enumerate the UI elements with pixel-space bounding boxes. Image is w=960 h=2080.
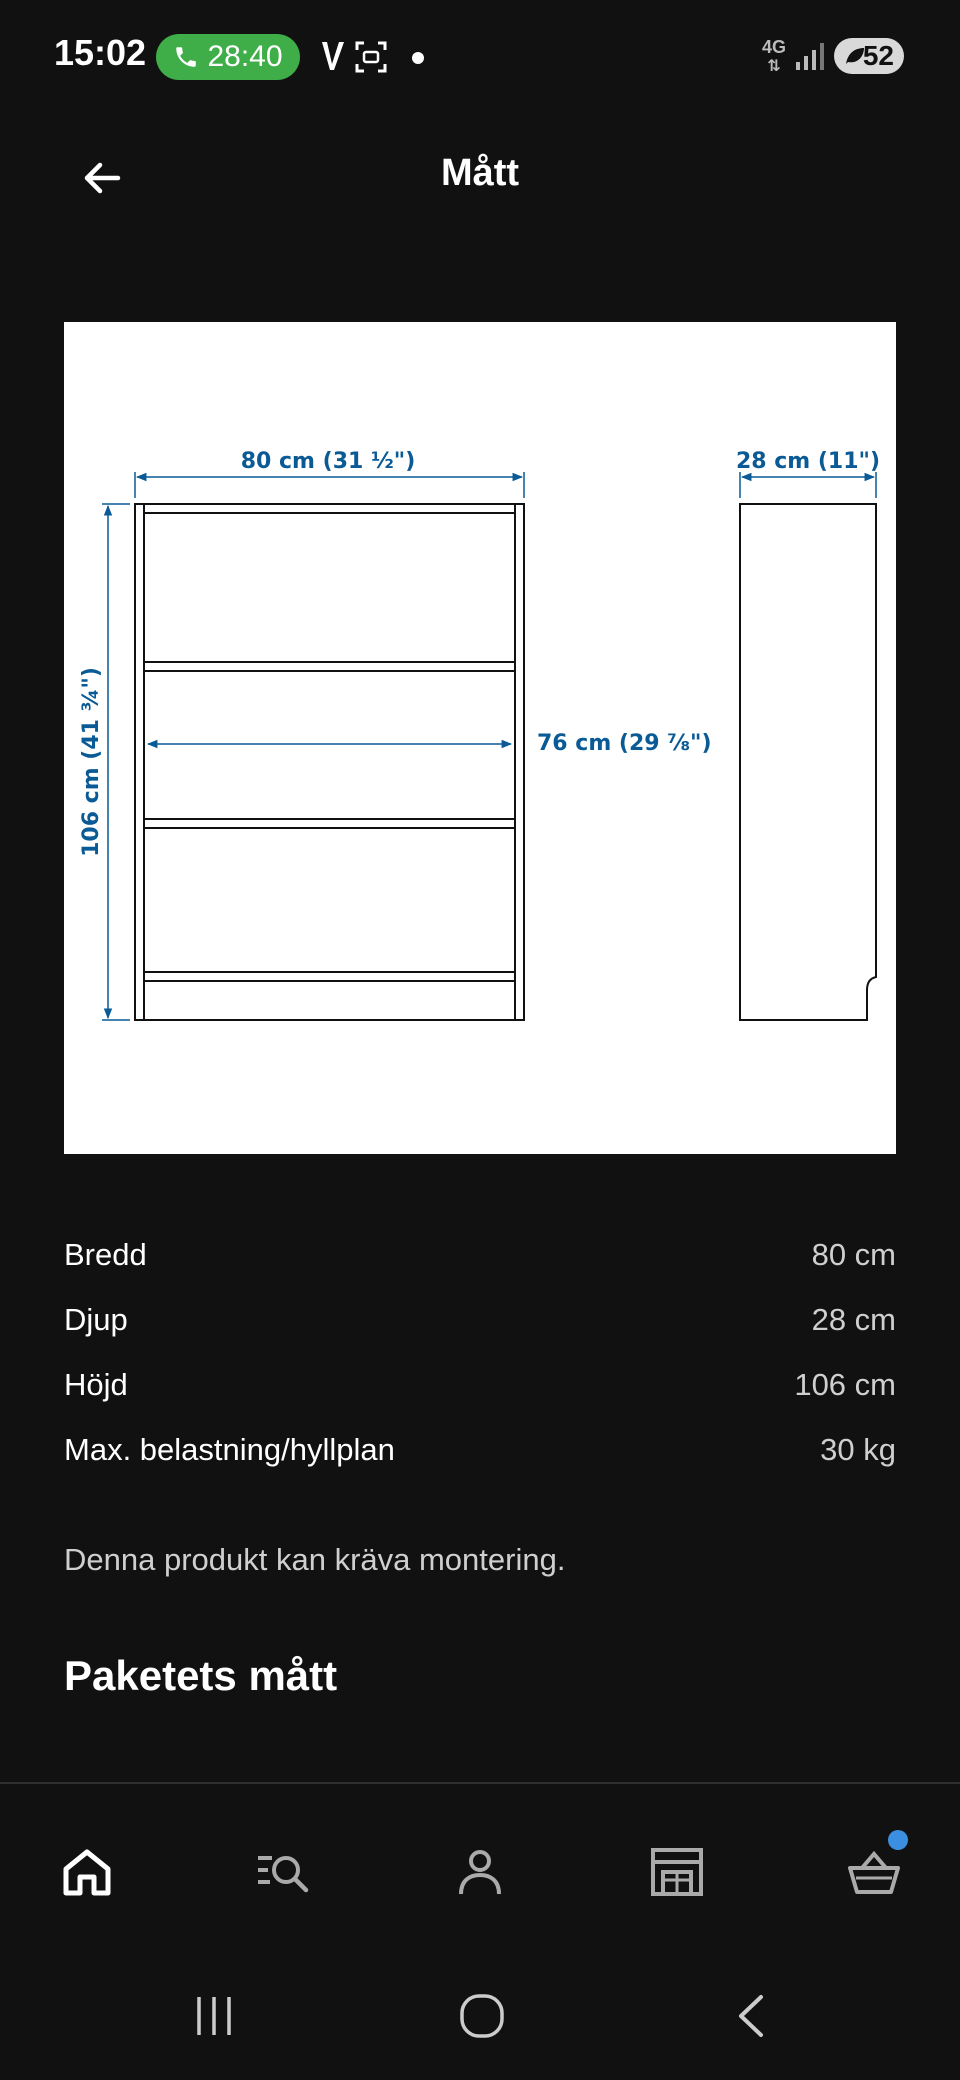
battery-saver-icon <box>844 46 866 66</box>
network-type: 4G ⇅ <box>761 37 786 75</box>
nav-store[interactable] <box>645 1840 709 1904</box>
spec-label: Höjd <box>64 1366 128 1402</box>
cart-icon <box>846 1844 902 1900</box>
spec-value: 30 kg <box>820 1431 896 1467</box>
dimension-diagram <box>64 322 896 1154</box>
home-circle-icon <box>457 1991 507 2041</box>
spec-row-width <box>64 1222 896 1287</box>
status-bar <box>0 0 960 110</box>
phone-icon <box>173 44 199 70</box>
battery-level: 52 <box>862 40 894 71</box>
depth-dimension-line <box>740 472 876 498</box>
screenshot-icon <box>354 40 388 74</box>
assembly-note: Denna produkt kan kräva montering. <box>64 1542 566 1577</box>
call-timer-chip[interactable] <box>156 34 300 80</box>
bottom-navigation <box>0 1782 960 1944</box>
status-time: 15:02 <box>54 32 147 73</box>
spec-row-depth <box>64 1287 896 1352</box>
nav-search[interactable] <box>250 1840 314 1904</box>
search-list-icon <box>254 1844 310 1900</box>
spec-value: 80 cm <box>811 1236 896 1272</box>
cart-badge <box>888 1830 908 1850</box>
spec-label: Djup <box>64 1301 128 1337</box>
inner-width-label: 76 cm (29 ⅞") <box>537 731 712 756</box>
front-view <box>135 504 524 1020</box>
home-icon <box>59 1844 115 1900</box>
battery-indicator <box>834 38 904 74</box>
call-timer-text: 28:40 <box>207 40 283 73</box>
spec-value: 28 cm <box>811 1301 896 1337</box>
nav-cart[interactable] <box>842 1840 906 1904</box>
spec-label: Max. belastning/hyllplan <box>64 1431 395 1467</box>
system-back-button[interactable] <box>722 1986 782 2046</box>
app-bar <box>0 120 960 230</box>
depth-label: 28 cm (11") <box>735 449 881 474</box>
side-view <box>740 504 876 1020</box>
v-app-icon <box>318 36 348 76</box>
notification-dot-icon <box>412 52 424 64</box>
width-label: 80 cm (31 ½") <box>240 449 416 474</box>
spec-value: 106 cm <box>794 1366 896 1402</box>
recent-apps-icon <box>189 1991 239 2041</box>
package-dimensions-heading: Paketets mått <box>64 1652 338 1699</box>
width-dimension-line <box>135 472 524 498</box>
spec-row-height <box>64 1352 896 1417</box>
height-dimension-line <box>102 504 130 1020</box>
system-navigation <box>0 1960 960 2080</box>
profile-icon <box>452 1844 508 1900</box>
recent-apps-button[interactable] <box>184 1986 244 2046</box>
signal-icon <box>794 40 826 72</box>
chevron-left-icon <box>727 1991 777 2041</box>
height-label: 106 cm (41 ¾") <box>79 667 104 857</box>
spec-row-max-load <box>64 1417 896 1482</box>
nav-home[interactable] <box>55 1840 119 1904</box>
home-button[interactable] <box>452 1986 512 2046</box>
dimensions-list <box>64 1222 896 1482</box>
page-title: Mått <box>440 152 520 194</box>
nav-profile[interactable] <box>448 1840 512 1904</box>
bookcase-drawing <box>64 322 896 1154</box>
store-icon <box>649 1844 705 1900</box>
spec-label: Bredd <box>64 1236 147 1272</box>
